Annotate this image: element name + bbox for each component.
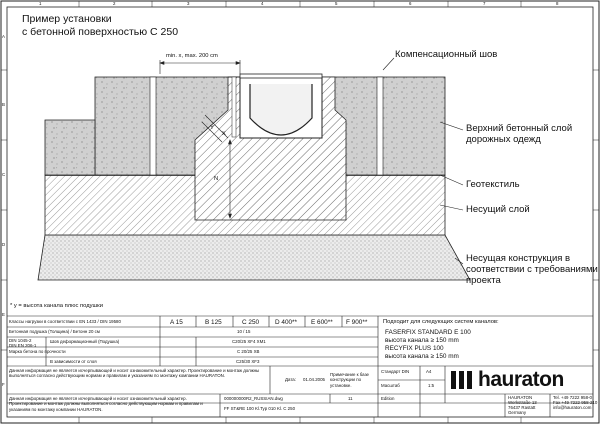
channel-info-line1: FASERFIX STANDARD E 100: [385, 329, 471, 336]
channel-grating: [240, 74, 322, 78]
drainage-channel-profile: [250, 84, 312, 135]
doc-title: FF ST&RE 100 Kl.Typ 010 Kl. C 250: [224, 406, 296, 411]
dimension-x-label: X: [222, 131, 226, 137]
date-label: Дата:: [285, 377, 296, 382]
grid-label-top-6: 6: [409, 1, 412, 6]
hauraton-logo: [450, 368, 590, 392]
grid-label-top-1: 1: [39, 1, 42, 6]
edition-label: Edition: [381, 396, 395, 401]
channel-info-header: Подходит для следующих систем каналов:: [383, 319, 499, 325]
row3-value: C 20/25 XB: [237, 349, 260, 354]
disclaimer-text: Данная информация не является исчерпывающей и носит ознакомительный характер. Проектирование и монтаж должны выполняться согласно действующим нормам и правилам и указаниям по монтажу компании HAURATON.: [9, 368, 260, 379]
grid-label-side-d: D: [2, 242, 6, 247]
callout-geotextile: Геотекстиль: [466, 179, 520, 190]
dimension-top-width-label: min. x, max. 200 cm: [166, 53, 218, 59]
channel-side-joint: [232, 77, 236, 137]
grid-label-top-3: 3: [187, 1, 190, 6]
row4-value: C25/30 XF3: [236, 359, 260, 364]
channel-info-line3: RECYFIX PLUS 100: [385, 345, 444, 352]
top-concrete-layer-edge: [45, 120, 95, 175]
sheet-number: 11: [348, 396, 353, 401]
company-line-4: Germany: [508, 410, 527, 415]
scale-label: Масштаб: [381, 383, 400, 388]
disclaimer-text-repeat: Данная информация не является исчерпывающей и носит ознакомительный характер. Проектирование и монтаж должны выполняться согласно действующим нормам и правилам и указаниям по монтажу компании HAURATON.: [9, 396, 203, 412]
callout-base-line2: соответствии с требованиями: [466, 264, 598, 275]
small-note-4: Шов деформационный (Подушка): [50, 339, 120, 344]
row1-value: 10 / 15: [237, 329, 251, 334]
callout-bearing-layer: Несущий слой: [466, 204, 530, 215]
callout-top-layer-line2: дорожных одежд: [466, 134, 541, 145]
load-class-a15: A 15: [170, 319, 183, 326]
norm-label: Классы нагрузки в соответствии с EN 1433 / DIN 19580: [9, 319, 121, 324]
dimension-n-label: N: [214, 176, 219, 182]
callout-base-line3: проекта: [466, 275, 501, 286]
footnote: * y = высота канала плюс подушки: [10, 303, 103, 309]
date-value: 01.04.2005: [303, 377, 325, 382]
grid-label-side-e: E: [2, 312, 5, 317]
callout-expansion-joint: Компенсационный шов: [395, 49, 498, 60]
scale-value: 1:5: [428, 383, 435, 388]
company-line-3: 76437 Rastatt: [508, 405, 536, 410]
note-text: Примечание к базе конструкции по установке.: [330, 372, 369, 388]
grid-label-top-7: 7: [483, 1, 486, 6]
small-note-2: DIN EN 206-1: [9, 343, 37, 348]
small-note-5: В зависимости от слоя: [50, 359, 97, 364]
load-class-b125: B 125: [205, 319, 222, 326]
load-class-c250: C 250: [242, 319, 260, 326]
grid-label-side-c: C: [2, 172, 6, 177]
channel-info-line4: высота канала ≥ 150 mm: [385, 353, 459, 360]
grid-label-top-5: 5: [335, 1, 338, 6]
contact-line-3: info@hauraton.com: [553, 405, 592, 410]
row2-value: C20/25 XF4 XM1: [232, 339, 266, 344]
dimension-y-label: Y: [210, 125, 214, 131]
grid-label-side-a: A: [2, 34, 5, 39]
channel-info-line2: высота канала ≥ 150 mm: [385, 337, 459, 344]
contact-line-1: Tel. +49 7222 958-0: [553, 395, 592, 400]
contact-line-2: Fax +49 7222 958-210: [553, 400, 598, 405]
row1-label: Бетонная подушка (Толщина) / Бетонн 20 см: [9, 329, 100, 334]
load-class-d400: D 400**: [275, 319, 298, 326]
small-note-3: Марка бетона по прочности: [9, 349, 66, 354]
callout-top-layer-line1: Верхний бетонный слой: [466, 123, 573, 134]
standard-label: Стандарт DIN: [381, 369, 410, 374]
hauraton-logo-mark-icon: [450, 369, 474, 391]
company-line-1: HAURATON: [508, 395, 533, 400]
doc-number: 000000000R2_RUSSIAN.dwg: [224, 396, 283, 401]
bearing-construction-layer: [38, 235, 470, 280]
callout-base-line1: Несущая конструкция в: [466, 253, 571, 264]
grid-label-top-4: 4: [261, 1, 264, 6]
load-class-e600: E 600**: [311, 319, 333, 326]
standard-value: A4: [426, 369, 432, 374]
grid-label-side-b: B: [2, 102, 5, 107]
drawing-title-line1: Пример установки: [22, 13, 112, 25]
drawing-title-line2: с бетонной поверхностью С 250: [22, 26, 179, 38]
load-class-f900: F 900**: [346, 319, 368, 326]
expansion-joint-left: [150, 77, 156, 175]
hauraton-logo-text: hauraton: [478, 368, 564, 391]
grid-label-side-f: F: [2, 382, 5, 387]
company-line-2: Werkstraße 13: [508, 400, 537, 405]
small-note-1: DIN 1045-2: [9, 338, 32, 343]
grid-label-top-8: 8: [556, 1, 559, 6]
dimension-top-width: [160, 60, 240, 74]
grid-label-top-2: 2: [113, 1, 116, 6]
expansion-joint-right: [377, 77, 383, 175]
